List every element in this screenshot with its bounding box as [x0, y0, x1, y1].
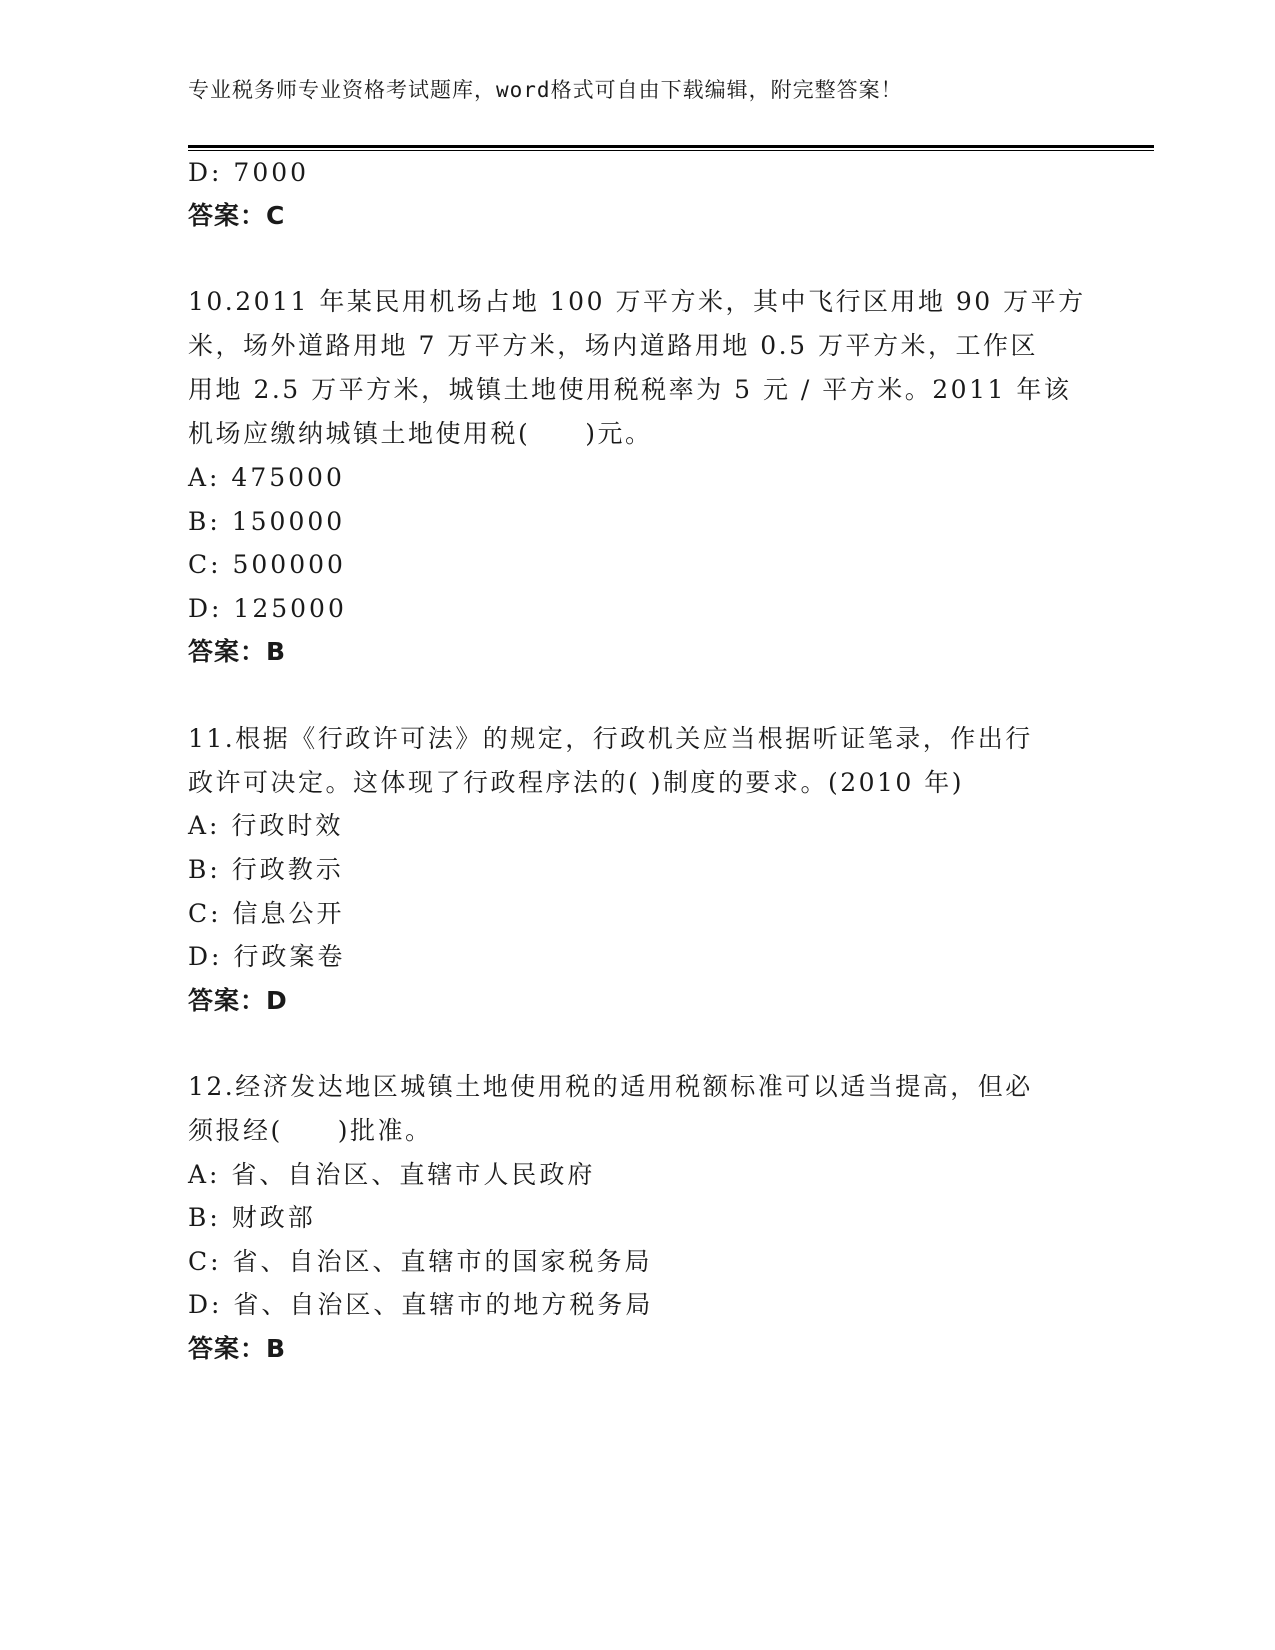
q10-option-d: D: 125000	[188, 594, 347, 623]
q12-option-a: A: 省、自治区、直辖市人民政府	[188, 1160, 596, 1189]
q11-option-a: A: 行政时效	[188, 811, 344, 840]
q12-option-d: D: 省、自治区、直辖市的地方税务局	[188, 1290, 654, 1319]
page-header: 专业税务师专业资格考试题库，word格式可自由下载编辑，附完整答案！	[188, 78, 903, 102]
q10-option-b: B: 150000	[188, 507, 346, 536]
q9-option-d: D: 7000	[188, 158, 310, 187]
q9-answer: 答案：C	[188, 201, 286, 230]
q10-answer: 答案：B	[188, 637, 287, 666]
q10-text-line-2: 米，场外道路用地 7 万平方米，场内道路用地 0.5 万平方米，工作区	[188, 331, 1038, 360]
q12-text-line-1: 12.经济发达地区城镇土地使用税的适用税额标准可以适当提高，但必	[188, 1072, 1033, 1101]
q12-answer: 答案：B	[188, 1334, 287, 1363]
q11-option-d: D: 行政案卷	[188, 942, 346, 971]
q11-text-line-2: 政许可决定。这体现了行政程序法的( )制度的要求。(2010 年)	[188, 768, 965, 797]
q10-text-line-4: 机场应缴纳城镇土地使用税( )元。	[188, 419, 653, 448]
q12-option-b: B: 财政部	[188, 1203, 316, 1232]
header-rule-thin	[188, 150, 1154, 151]
q10-option-a: A: 475000	[188, 463, 345, 492]
q10-option-c: C: 500000	[188, 550, 346, 579]
q12-text-line-2: 须报经( )批准。	[188, 1116, 433, 1145]
q12-option-c: C: 省、自治区、直辖市的国家税务局	[188, 1247, 653, 1276]
q11-answer: 答案：D	[188, 986, 288, 1015]
q11-option-b: B: 行政教示	[188, 855, 344, 884]
q11-option-c: C: 信息公开	[188, 899, 345, 928]
q10-text-line-3: 用地 2.5 万平方米，城镇土地使用税税率为 5 元 / 平方米。2011 年该	[188, 375, 1072, 404]
q10-text-line-1: 10.2011 年某民用机场占地 100 万平方米，其中飞行区用地 90 万平方	[188, 287, 1086, 316]
header-rule-thick	[188, 145, 1154, 148]
q11-text-line-1: 11.根据《行政许可法》的规定，行政机关应当根据听证笔录，作出行	[188, 724, 1033, 753]
